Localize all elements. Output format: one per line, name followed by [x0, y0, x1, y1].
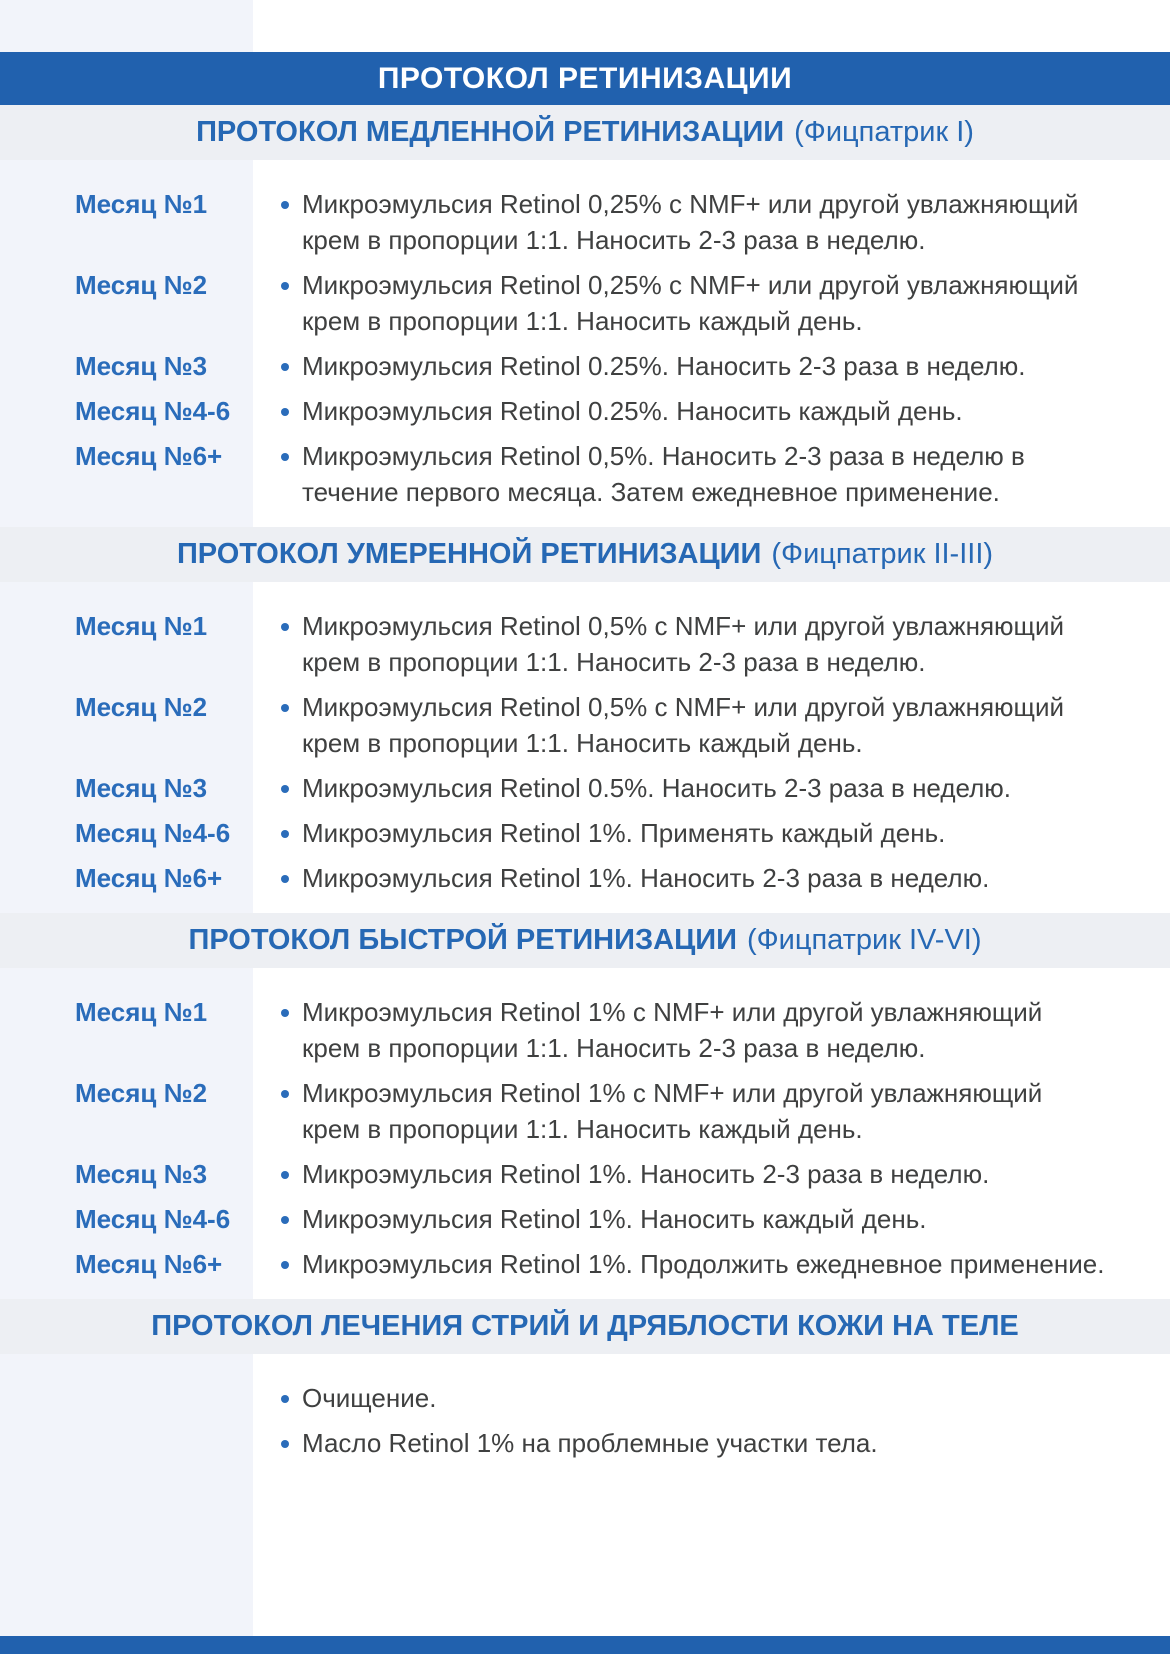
month-label: Месяц №1	[75, 611, 208, 641]
step-text: Микроэмульсия Retinol 0.5%. Наносить 2-3 раза в неделю.	[302, 773, 1011, 803]
bullet-icon	[281, 1009, 289, 1017]
step-text: Микроэмульсия Retinol 0,25% с NMF+ или другой увлажняющий крем в пропорции 1:1. Наносить 2-3 раза в неделю.	[302, 189, 1079, 255]
protocol-step-text	[253, 393, 1167, 429]
protocol-section	[0, 527, 1170, 913]
month-label: Месяц №6+	[75, 441, 223, 471]
month-label: Месяц №2	[75, 692, 208, 722]
protocol-row	[0, 186, 1170, 258]
bullet-icon	[281, 1261, 289, 1269]
protocol-step-text	[253, 267, 1167, 339]
protocol-step-text	[253, 815, 1167, 851]
section-heading-band	[0, 105, 1170, 160]
section-heading: ПРОТОКОЛ БЫСТРОЙ РЕТИНИЗАЦИИ	[188, 924, 737, 956]
protocol-row	[0, 1246, 1170, 1282]
month-label: Месяц №4-6	[75, 396, 231, 426]
month-label: Месяц №2	[75, 1078, 208, 1108]
protocol-step-text	[253, 689, 1167, 761]
protocol-row	[0, 348, 1170, 384]
protocol-step-text	[253, 1201, 1167, 1237]
month-label: Месяц №3	[75, 773, 208, 803]
bullet-icon	[281, 363, 289, 371]
section-rows	[0, 582, 1170, 913]
bullet-icon	[281, 1440, 289, 1448]
sections-container	[0, 105, 1170, 1478]
bullet-icon	[281, 201, 289, 209]
section-rows	[0, 1354, 1170, 1478]
month-label: Месяц №1	[75, 189, 208, 219]
protocol-row	[0, 689, 1170, 761]
protocol-row	[0, 770, 1170, 806]
section-rows	[0, 160, 1170, 527]
protocol-step-text	[253, 1246, 1167, 1282]
step-text: Микроэмульсия Retinol 1%. Продолжить ежедневное применение.	[302, 1249, 1105, 1279]
step-text: Микроэмульсия Retinol 1% с NMF+ или другой увлажняющий крем в пропорции 1:1. Наносить 2-3 раза в неделю.	[302, 997, 1043, 1063]
protocol-step-text	[253, 1156, 1167, 1192]
protocol-row	[0, 1201, 1170, 1237]
bullet-icon	[281, 704, 289, 712]
protocol-step-text	[253, 770, 1167, 806]
section-heading: ПРОТОКОЛ МЕДЛЕННОЙ РЕТИНИЗАЦИИ	[196, 116, 785, 148]
bullet-icon	[281, 1090, 289, 1098]
bullet-icon	[281, 623, 289, 631]
protocol-row	[0, 994, 1170, 1066]
section-heading: ПРОТОКОЛ ЛЕЧЕНИЯ СТРИЙ И ДРЯБЛОСТИ КОЖИ НА ТЕЛЕ	[151, 1310, 1019, 1342]
protocol-section	[0, 1299, 1170, 1478]
step-text: Микроэмульсия Retinol 0,5% с NMF+ или другой увлажняющий крем в пропорции 1:1. Наносить 2-3 раза в неделю.	[302, 611, 1064, 677]
month-label: Месяц №3	[75, 1159, 208, 1189]
bullet-icon	[281, 875, 289, 883]
month-label: Месяц №1	[75, 997, 208, 1027]
month-label: Месяц №4-6	[75, 1204, 231, 1234]
protocol-row	[0, 608, 1170, 680]
bullet-icon	[281, 408, 289, 416]
month-label: Месяц №6+	[75, 863, 223, 893]
bullet-icon	[281, 282, 289, 290]
footer-bar	[0, 1636, 1170, 1654]
step-text: Микроэмульсия Retinol 1%. Наносить каждый день.	[302, 1204, 927, 1234]
protocol-row	[0, 860, 1170, 896]
month-label: Месяц №6+	[75, 1249, 223, 1279]
protocol-step-text	[253, 1425, 1167, 1461]
protocol-step-text	[253, 1075, 1167, 1147]
step-text: Микроэмульсия Retinol 0.25%. Наносить 2-3 раза в неделю.	[302, 351, 1026, 381]
section-heading: ПРОТОКОЛ УМЕРЕННОЙ РЕТИНИЗАЦИИ	[176, 538, 762, 570]
month-label: Месяц №2	[75, 270, 208, 300]
step-text: Микроэмульсия Retinol 0,5% с NMF+ или другой увлажняющий крем в пропорции 1:1. Наносить каждый день.	[302, 692, 1064, 758]
step-text: Микроэмульсия Retinol 1%. Применять каждый день.	[302, 818, 946, 848]
step-text: Микроэмульсия Retinol 1%. Наносить 2-3 раза в неделю.	[302, 1159, 990, 1189]
section-heading-band	[0, 1299, 1170, 1354]
step-text: Очищение.	[302, 1383, 437, 1413]
protocol-step-text	[253, 1380, 1167, 1416]
bullet-icon	[281, 785, 289, 793]
section-heading-note: (Фицпатрик I)	[794, 116, 974, 148]
section-rows	[0, 968, 1170, 1299]
protocol-section	[0, 913, 1170, 1299]
protocol-row	[0, 1425, 1170, 1461]
top-margin-strip	[0, 0, 1170, 52]
step-text: Микроэмульсия Retinol 1%. Наносить 2-3 раза в неделю.	[302, 863, 990, 893]
protocol-row	[0, 1156, 1170, 1192]
section-heading-note: (Фицпатрик II-III)	[771, 538, 994, 570]
bottom-whitespace	[0, 1478, 1170, 1636]
month-label: Месяц №4-6	[75, 818, 231, 848]
section-heading-band	[0, 913, 1170, 968]
section-heading-note: (Фицпатрик IV-VI)	[746, 924, 982, 956]
month-label	[0, 1425, 253, 1461]
protocol-step-text	[253, 608, 1167, 680]
protocol-section	[0, 105, 1170, 527]
protocol-row	[0, 438, 1170, 510]
protocol-step-text	[253, 438, 1167, 510]
bullet-icon	[281, 1171, 289, 1179]
bullet-icon	[281, 1216, 289, 1224]
main-title-bar	[0, 52, 1170, 105]
page-title: ПРОТОКОЛ РЕТИНИЗАЦИИ	[377, 61, 793, 95]
step-text: Микроэмульсия Retinol 1% с NMF+ или другой увлажняющий крем в пропорции 1:1. Наносить каждый день.	[302, 1078, 1043, 1144]
protocol-row	[0, 267, 1170, 339]
protocol-row	[0, 393, 1170, 429]
step-text: Масло Retinol 1% на проблемные участки тела.	[302, 1428, 878, 1458]
month-label	[0, 1380, 253, 1416]
bullet-icon	[281, 830, 289, 838]
step-text: Микроэмульсия Retinol 0,25% с NMF+ или другой увлажняющий крем в пропорции 1:1. Наносить каждый день.	[302, 270, 1079, 336]
protocol-step-text	[253, 186, 1167, 258]
protocol-row	[0, 815, 1170, 851]
protocol-step-text	[253, 860, 1167, 896]
protocol-step-text	[253, 994, 1167, 1066]
month-label: Месяц №3	[75, 351, 208, 381]
step-text: Микроэмульсия Retinol 0,5%. Наносить 2-3 раза в неделю в течение первого месяца. Затем ежедневное применение.	[302, 441, 1025, 507]
step-text: Микроэмульсия Retinol 0.25%. Наносить каждый день.	[302, 396, 963, 426]
protocol-step-text	[253, 348, 1167, 384]
bullet-icon	[281, 453, 289, 461]
section-heading-band	[0, 527, 1170, 582]
protocol-row	[0, 1380, 1170, 1416]
bullet-icon	[281, 1395, 289, 1403]
protocol-row	[0, 1075, 1170, 1147]
